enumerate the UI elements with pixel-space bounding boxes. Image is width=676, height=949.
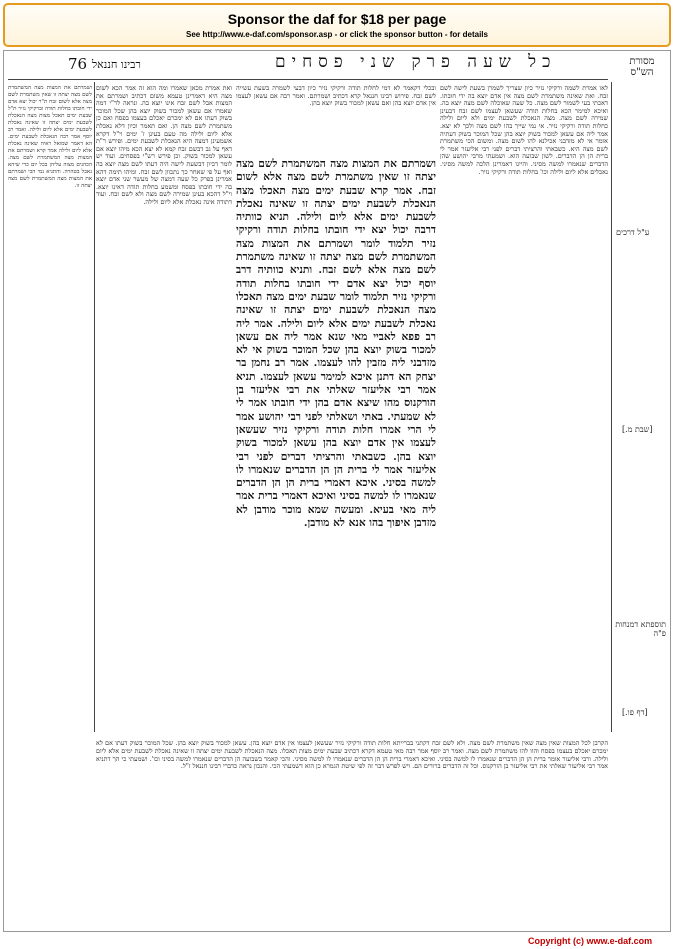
margin-note: ע"ל דרכים xyxy=(616,228,650,237)
column-divider xyxy=(611,82,612,732)
rashi-text: לאו אמרת לשמה ורקיקי נזיר כיון שצריך לשמרן בשעת לישה לשם זבח. ואת שאינה משתמרת לשם מצה אין אדם יוצא בה ידי חובתו. דאכתי בעי לשמור לשם מצה. כל שעה שאוכלה לשם מצה יוצא בה. ואיכא למימר הכא בחלות תודה שעשאן לעצמו לשם זבח דבעינן שמירה לשם מצה. מצה הנאכלת לשבעת ימים ולא ליום ולילה כחלות תודה ורקיקי נזיר. אי נמי שייך בהו לשם מצה ולכך לא יצא. אמר ליה אם עשאן למכור בשוק יוצא בהן שכל המוכר בשוק דעתיה אומר אי לא מזדבני אכילנא להו לשום מצה. ומשום הכי משתמרת לשם מצה היא. כשבאתי והרציתי דברים לפני רבי אליעזר אמר לי ברית הן הן הדברים. לשון שבועה הוא. ושמעתי מרבי יהושע שהן הדברים שנאמרו למשה מסיני. והיינו דאמרינן הלכה למשה מסיני. נאכלים אלא ליום ולילה וכו' בחלות תודה ורקיקי נזיר. xyxy=(440,85,608,176)
margin-note: [דף פו.] xyxy=(622,708,648,717)
sponsor-banner[interactable] xyxy=(3,3,671,47)
page-number: 76 xyxy=(68,55,88,73)
sponsor-banner-title[interactable]: Sponsor the daf for $18 per page xyxy=(227,11,447,27)
copyright-notice[interactable]: Copyright (c) www.e-daf.com xyxy=(528,936,653,946)
gemara-text: ושמרתם את המצות מצה המשתמרת לשם מצה יצתה זו שאין משתמרת לשם מצה אלא לשום זבח. אמר קרא שבעת ימים מצה תאכלו מצה הנאכלת לשבעת ימים יצתה זו שאינה נאכלת לשבעת ימים אלא ליום ולילה. תניא כוותיה דרבה יכול יצא ידי חובתו בחלות תודה ורקיקי נזיר תלמוד לומר ושמרתם את המצות מצה המשתמרת לשם מצה יצתה זו שאינה משתמרת לשם מצה אלא לשם זבח. ותניא כוותיה דרב יוסף יכול יצא אדם ידי חובתו בחלות תודה ורקיקי נזיר תלמוד לומר שבעת ימים מצה תאכלו מצה הנאכלת לשבעת ימים יצתה זו שאינה נאכלת לשבעת ימים אלא ליום ולילה. אמר ליה רב פפא לאביי מאי שנא אמר ליה אם עשאן למכור בשוק יוצא בהן שכל המוכר בשוק אי לא מזדבני ליה מזבין להו לעצמו. אמר רב נחמן בר יצחק הא דתנן איכא למימר עשאן לעצמו. תניא אמר רבי אליעזר שאלתי את רבי אליעזר בן הורקנוס מהו שיצא אדם בהן ידי חובתו אמר לי לא שמעתי. באתי ושאלתי לפני רבי יהושע אמר לי הרי אמרו חלות תודה ורקיקי נזיר שעשאן לעצמו אין אדם יוצא בהן עשאן למכור בשוק יוצא בהן. כשבאתי והרציתי דברים לפני רבי אליעזר אמר לי ברית הן הן הדברים שנאמרו לו למשה בסיני. איכא דאמרי ברית הן הן הדברים שנאמרו לו למשה בסיני ואיכא דאמרי ברית אמר ליה מאי בעיא. ומעשה שמא מוכר מודבן לא מזדבן איפוך בהו אנא לא מודבן. xyxy=(236,158,436,530)
commentary-bottom-text: הקרבן לכל המצות שאין מצה שאין משתמרת לשם מצה. ולא לשם זבח דקתני בברייתא חלות תודה ורקיקי נזיר שעשאן לעצמו אין אדם יוצא בהן. עשאן למכור בשוק יוצא בהן. שכל המוכר בשוק דעתו אם לא ימכרם יאכלם בעצמו בפסח והוו להו משתמרת לשם מצה. ואמר רב יוסף אמר רבה מאי טעמא דקרא דכתיב שבעת ימים מצות תאכלו. מצה הנאכלת לשבעת ימים יצתה זו שאינה נאכלת לשבעת ימים אלא ליום ולילה. ורבי אליעזר אומר ברית הן הן הדברים שנאמרו לו למשה בסיני. ואיכא דאמרי ברית הן הן הדברים שנאמרו לו למשה מסיני. והכי קאמר בשבועה הן הדברים שנאמרו למשה בסיני וכו'. ושמעתי כי הך דתניא אמר רבי אליעזר שאלתי את רבי אליעזר בן הורקנוס. וכל זה הדברים ברורים הם. ויש לפרש דבר זה לפי שיטת הגמרא כן הוא דשמעתי הכי. והנכון נראה כדברי רבינו חננאל ז"ל. xyxy=(96,740,608,771)
margin-note: [שבת מ.] xyxy=(622,425,653,434)
sponsor-banner-subtitle[interactable]: See http://www.e-daf.com/sponsor.asp - or click the sponsor button - for details xyxy=(186,30,488,39)
commentary-top-text: ובכלי דקאמר לא דמי לחלות תודה ורקיקי נזיר כיון דבעי לשמרה בשעת עשייה לשם זבח. פירוש רבינו חננאל קרא דכתיב ושמרתם. ואמר רבה אם עשאן לעצמו אין אדם יוצא בהן ואם עשאן למכור בשוק יוצא בהן. xyxy=(236,85,436,108)
rabbeinu-chananel-text: ושמרתם את המצות מצה המשתמרת לשם מצה יצתה זו שאין משתמרת לשם מצה אלא לשום זבח ת"ר יכול יצא אדם ידי חובתו בחלות תודה וברקיקי נזיר ת"ל שבעת ימים תאכל מצות מצה הנאכלת לשבעת ימים יצתה זו שאינה נאכלת לשבעת ימים אלא ליום ולילה. ואמר רב יוסף אמר רבה הנאכלת לשבעת ימים. הא דאמר שמואל ראיה שאינה נאכלת אלא ליום ולילה אמר קרא ושמרתם את המצות מצה המשתמרת לשם מצה. הכהנים מצוה עליהן בכל יום כדי שיהא נאכל בטהרה. והתניא נמי הכי ושמרתם את המצות מצה המשתמרת לשם מצה יצתה זו. xyxy=(8,85,92,189)
header-rule xyxy=(8,79,608,80)
left-column-heading: רבינו חננאל xyxy=(92,58,141,71)
margin-note: תוספתא דמנחות פ"ה xyxy=(615,620,666,638)
page-title: כל שעה פרק שני פסחים xyxy=(275,52,557,72)
margin-heading: מסורת הש"ס xyxy=(629,56,655,78)
tosafot-text: ואת אמרת מכאן שאמרו ומה הוא זה אמר הכא לשום מצה היא דאמרינן טעמא משום דכתיב ושמרתם את המצות אבל לשם זבח אינו יוצא בה. ונראה לר"י דמה שאמרו אם עשאן למכור בשוק יוצא בהן שכל המוכר בשוק דעתו אם לא ימכרם יאכלם בעצמו בפסח ואם כן משתמרת לשם מצה הן. ואם תאמר וכיון דלא נאכלת אלא ליום ולילה מה טעם בעינן ז' ימים וי"ל דקרא אשמעינן דמצה היא הנאכלת לשבעת ימים. ופירש ר"ת דאף על גב דבשם זבח קמא לא יצא הכא מיהו יוצא אם עשאן למכור בשוק. וכן פירש רש"י בפסחים. ועוד יש לומר דכיון דבשעת לישה היה דעתו לשם מצה יוצא בה ואף על פי שאחר כך נתכוון לשם זבח. ומיהו תימה דהא אמרינן בפרק כל שעה דמצה של מעשר שני אדם יוצא בה ידי חובתו בפסח ומשמע בחלות תודה דאינו יוצא. וי"ל דהכא בעינן שמירה לשם מצה ולא לשם זבח. ועוד דתודה אינה נאכלת אלא ליום ולילה. xyxy=(96,85,232,206)
column-divider xyxy=(94,82,95,732)
